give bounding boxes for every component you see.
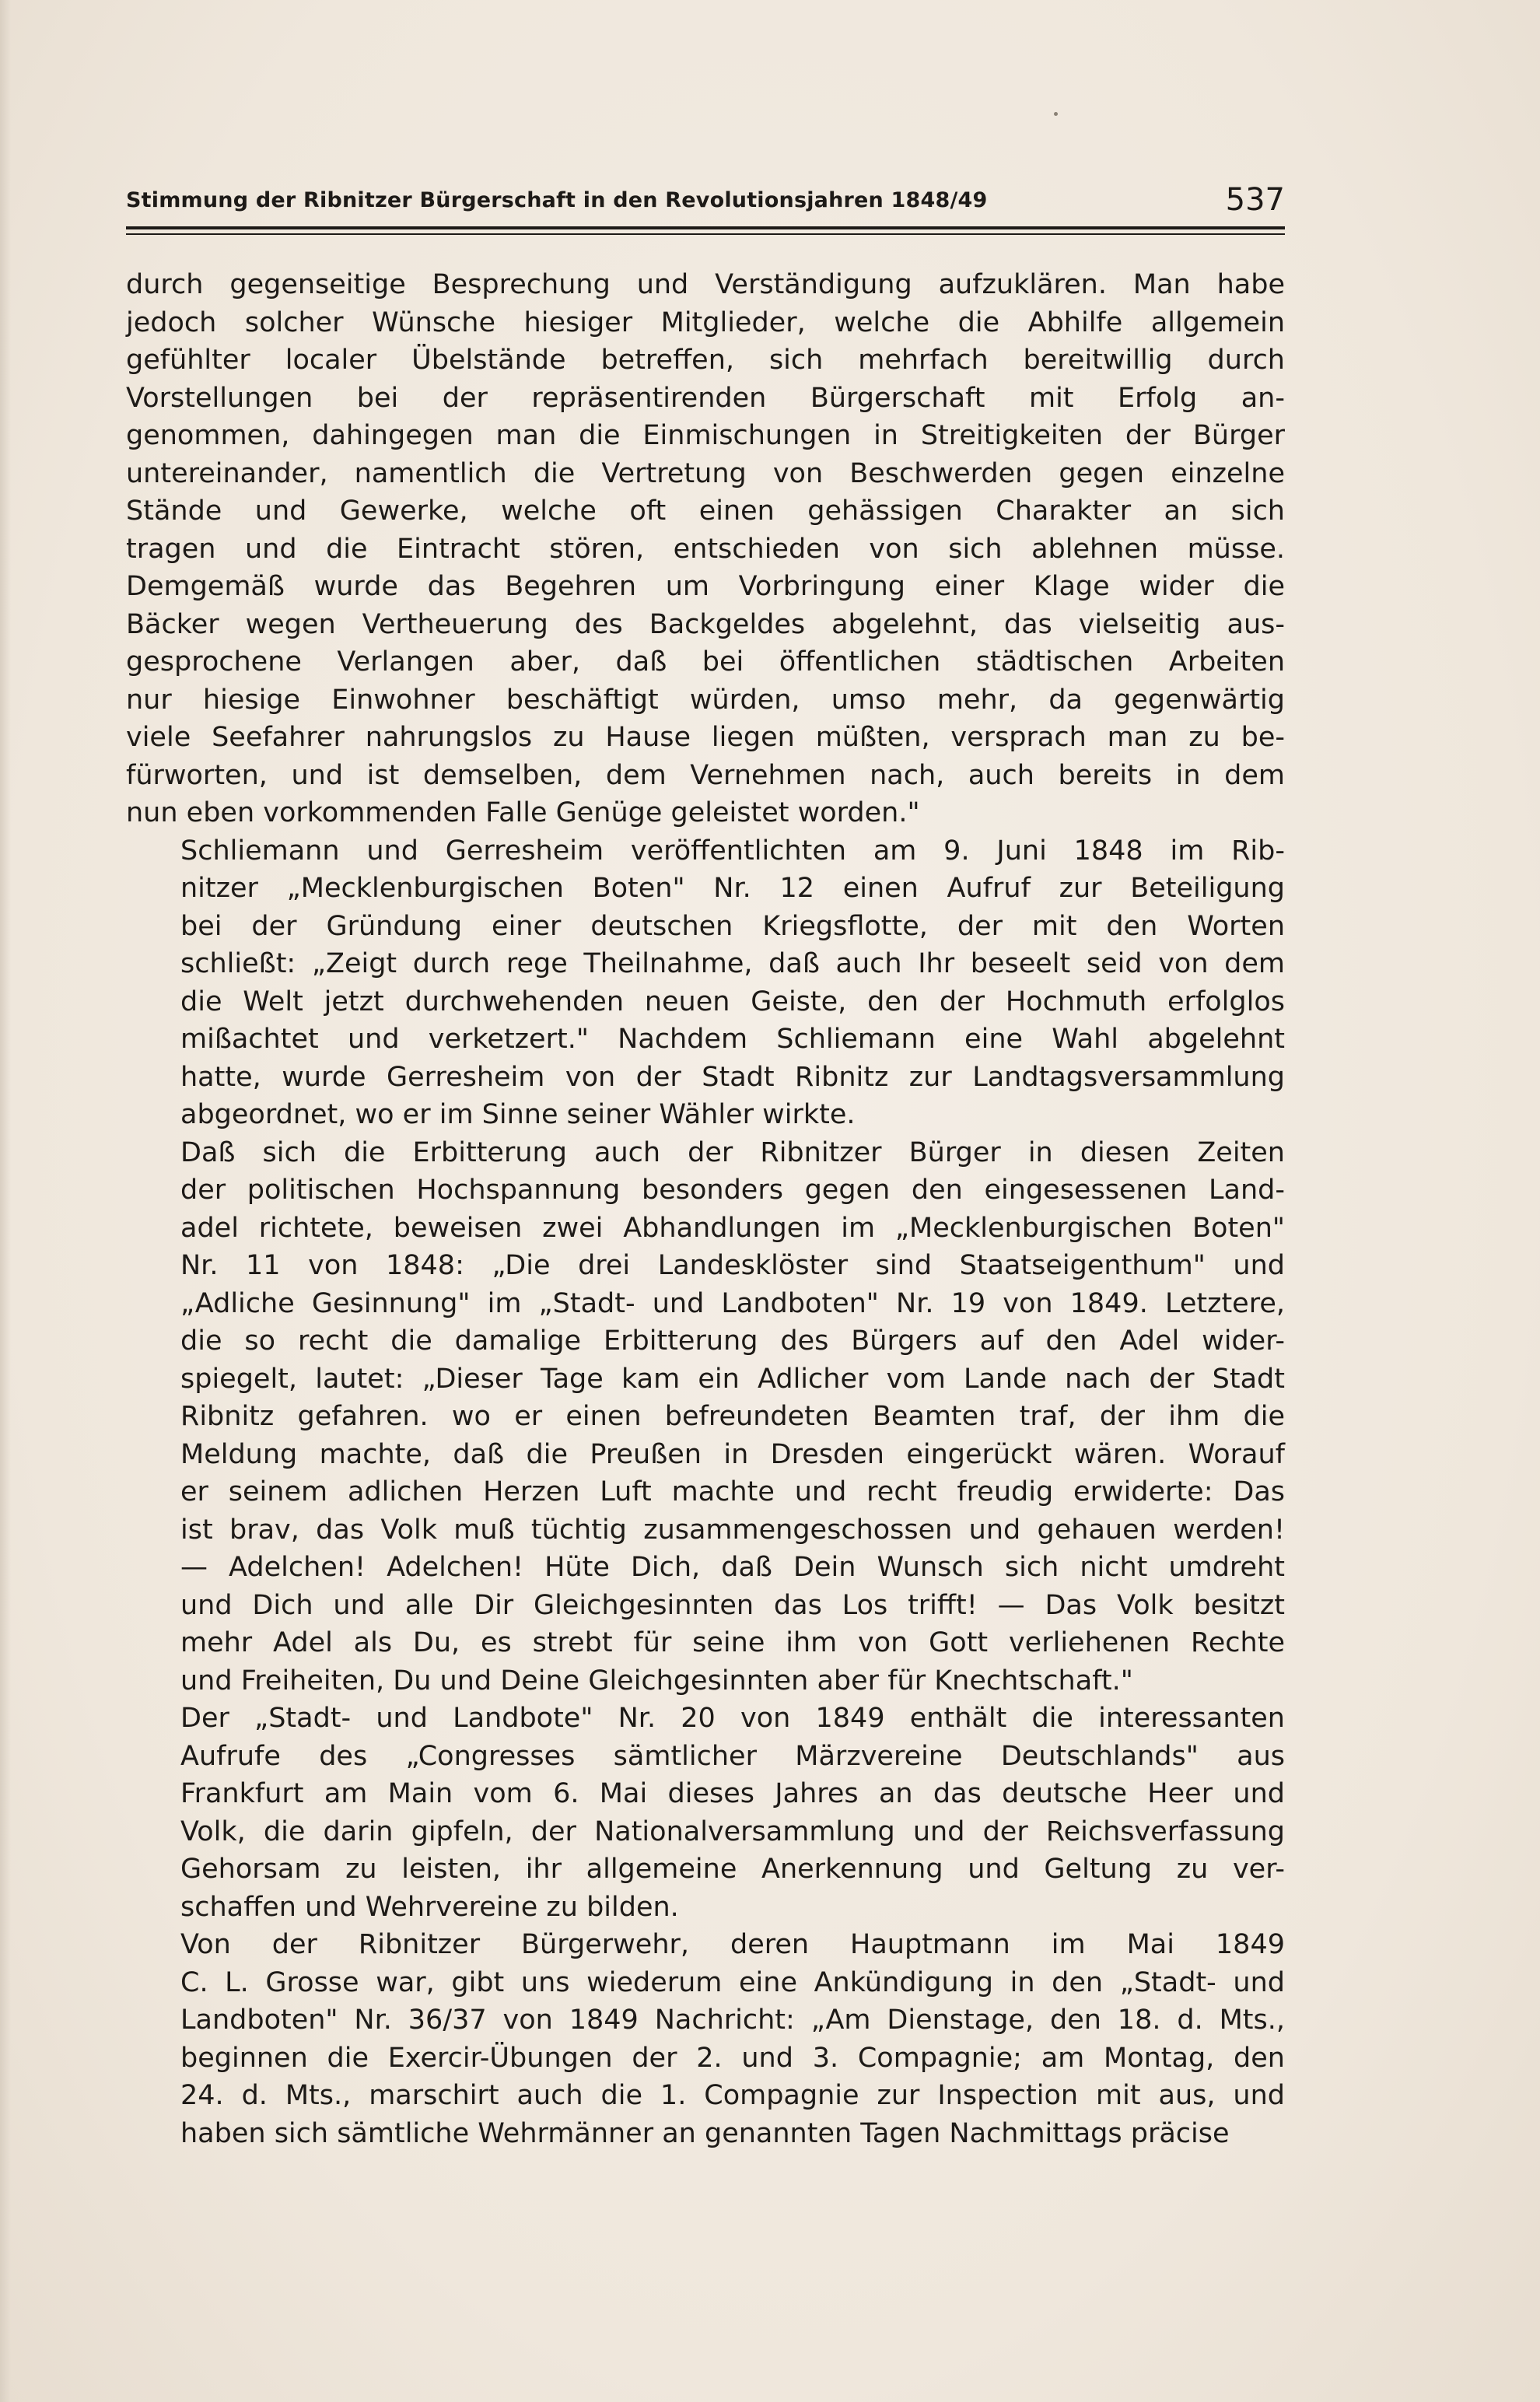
paragraph [126, 1700, 1285, 1926]
text-line: genommen, dahingegen man die Einmischungen in Streitigkeiten der Bürger [126, 420, 1285, 451]
text-line: hatte, wurde Gerresheim von der Stadt Ribnitz zur Landtagsversammlung [180, 1061, 1285, 1093]
text-line: nitzer „Mecklenburgischen Boten" Nr. 12 einen Aufruf zur Beteiligung [180, 873, 1285, 904]
text-line: haben sich sämtliche Wehrmänner an genannten Tagen Nachmittags präcise [180, 2117, 1230, 2149]
text-line: schaffen und Wehrvereine zu bilden. [180, 1891, 679, 1923]
text-line: schließt: „Zeigt durch rege Theilnahme, daß auch Ihr beseelt seid von dem [180, 948, 1285, 979]
text-line: untereinander, namentlich die Vertretung von Beschwerden gegen einzelne [126, 457, 1285, 489]
text-line: Vorstellungen bei der repräsentirenden Bürgerschaft mit Erfolg an- [126, 382, 1285, 414]
text-line: Volk, die darin gipfeln, der Nationalversammlung und der Reichsverfassung [180, 1816, 1285, 1847]
text-line: Demgemäß wurde das Begehren um Vorbringung einer Klage wider die [126, 571, 1285, 602]
text-line: abgeordnet, wo er im Sinne seiner Wähler wirkte. [180, 1099, 856, 1130]
body-text [126, 266, 1285, 2152]
text-line: Bäcker wegen Vertheuerung des Backgeldes abgelehnt, das vielseitig aus- [126, 608, 1285, 640]
text-line: adel richtete, beweisen zwei Abhandlungen im „Mecklenburgischen Boten" [180, 1212, 1285, 1244]
text-line: spiegelt, lautet: „Dieser Tage kam ein Adlicher vom Lande nach der Stadt [180, 1363, 1285, 1395]
text-line: Ribnitz gefahren. wo er einen befreundeten Beamten traf, der ihm die [180, 1401, 1285, 1432]
text-line: Meldung machte, daß die Preußen in Dresden eingerückt wären. Worauf [180, 1438, 1285, 1470]
text-line: Aufrufe des „Congresses sämtlicher Märzvereine Deutschlands" aus [180, 1740, 1285, 1772]
paragraph [126, 266, 1285, 832]
text-line: Schliemann und Gerresheim veröffentlichten am 9. Juni 1848 im Rib- [180, 835, 1285, 867]
page-number: 537 [1225, 182, 1285, 218]
text-line: gefühlter localer Übelstände betreffen, sich mehrfach bereitwillig durch [126, 345, 1285, 376]
text-line: fürworten, und ist demselben, dem Vernehmen nach, auch bereits in dem [126, 759, 1285, 791]
text-line: der politischen Hochspannung besonders gegen den eingesessenen Land- [180, 1175, 1285, 1206]
text-line: beginnen die Exercir-Übungen der 2. und 3. Compagnie; am Montag, den [180, 2042, 1285, 2074]
header-rule-thick [126, 226, 1285, 229]
text-line: Gehorsam zu leisten, ihr allgemeine Anerkennung und Geltung zu ver- [180, 1854, 1285, 1885]
text-line: Frankfurt am Main vom 6. Mai dieses Jahres an das deutsche Heer und [180, 1778, 1285, 1809]
page-edge-shadow [0, 0, 11, 2402]
text-line: und Dich und alle Dir Gleichgesinnten das Los trifft! — Das Volk besitzt [180, 1589, 1285, 1621]
paragraph [126, 1926, 1285, 2152]
text-line: tragen und die Eintracht stören, entschieden von sich ablehnen müsse. [126, 533, 1285, 565]
text-line: Von der Ribnitzer Bürgerwehr, deren Hauptmann im Mai 1849 [180, 1929, 1285, 1960]
paragraph [126, 1134, 1285, 1700]
text-line: jedoch solcher Wünsche hiesiger Mitglieder, welche die Abhilfe allgemein [126, 306, 1285, 338]
text-line: mißachtet und verketzert." Nachdem Schliemann eine Wahl abgelehnt [180, 1024, 1285, 1055]
text-line: Landboten" Nr. 36/37 von 1849 Nachricht: „Am Dienstage, den 18. d. Mts., [180, 2005, 1285, 2036]
text-line: ist brav, das Volk muß tüchtig zusammengeschossen und gehauen werden! [180, 1514, 1285, 1546]
text-line: bei der Gründung einer deutschen Kriegsflotte, der mit den Worten [180, 910, 1285, 942]
text-line: die Welt jetzt durchwehenden neuen Geiste, den der Hochmuth erfolglos [180, 986, 1285, 1017]
text-line: C. L. Grosse war, gibt uns wiederum eine Ankündigung in den „Stadt- und [180, 1966, 1285, 1998]
text-line: 24. d. Mts., marschirt auch die 1. Compagnie zur Inspection mit aus, und [180, 2080, 1285, 2111]
text-line: gesprochene Verlangen aber, daß bei öffentlichen städtischen Arbeiten [126, 646, 1285, 678]
text-line: Daß sich die Erbitterung auch der Ribnitzer Bürger in diesen Zeiten [180, 1136, 1285, 1168]
running-title: Stimmung der Ribnitzer Bürgerschaft in den Revolutionsjahren 1848/49 [126, 188, 988, 212]
text-line: mehr Adel als Du, es strebt für seine ihm von Gott verliehenen Rechte [180, 1627, 1285, 1658]
text-line: durch gegenseitige Besprechung und Verständigung aufzuklären. Man habe [126, 269, 1285, 300]
text-line: Der „Stadt- und Landbote" Nr. 20 von 1849 enthält die interessanten [180, 1703, 1285, 1734]
text-line: Nr. 11 von 1848: „Die drei Landesklöster sind Staatseigenthum" und [180, 1250, 1285, 1281]
text-line: — Adelchen! Adelchen! Hüte Dich, daß Dein Wunsch sich nicht umdreht [180, 1552, 1285, 1583]
header-rule-thin [126, 233, 1285, 235]
text-line: Stände und Gewerke, welche oft einen gehässigen Charakter an sich [126, 495, 1285, 527]
text-line: nur hiesige Einwohner beschäftigt würden, umso mehr, da gegenwärtig [126, 684, 1285, 716]
text-line: nun eben vorkommenden Falle Genüge geleistet worden." [126, 797, 920, 828]
text-line: und Freiheiten, Du und Deine Gleichgesinnten aber für Knechtschaft." [180, 1665, 1133, 1696]
text-line: die so recht die damalige Erbitterung des Bürgers auf den Adel wider- [180, 1325, 1285, 1357]
text-line: er seinem adlichen Herzen Luft machte und recht freudig erwiderte: Das [180, 1476, 1285, 1507]
text-line: „Adliche Gesinnung" im „Stadt- und Landboten" Nr. 19 von 1849. Letztere, [180, 1287, 1285, 1319]
paper-speck [1054, 112, 1058, 116]
text-line: viele Seefahrer nahrungslos zu Hause liegen müßten, versprach man zu be- [126, 722, 1285, 753]
paragraph [126, 832, 1285, 1134]
